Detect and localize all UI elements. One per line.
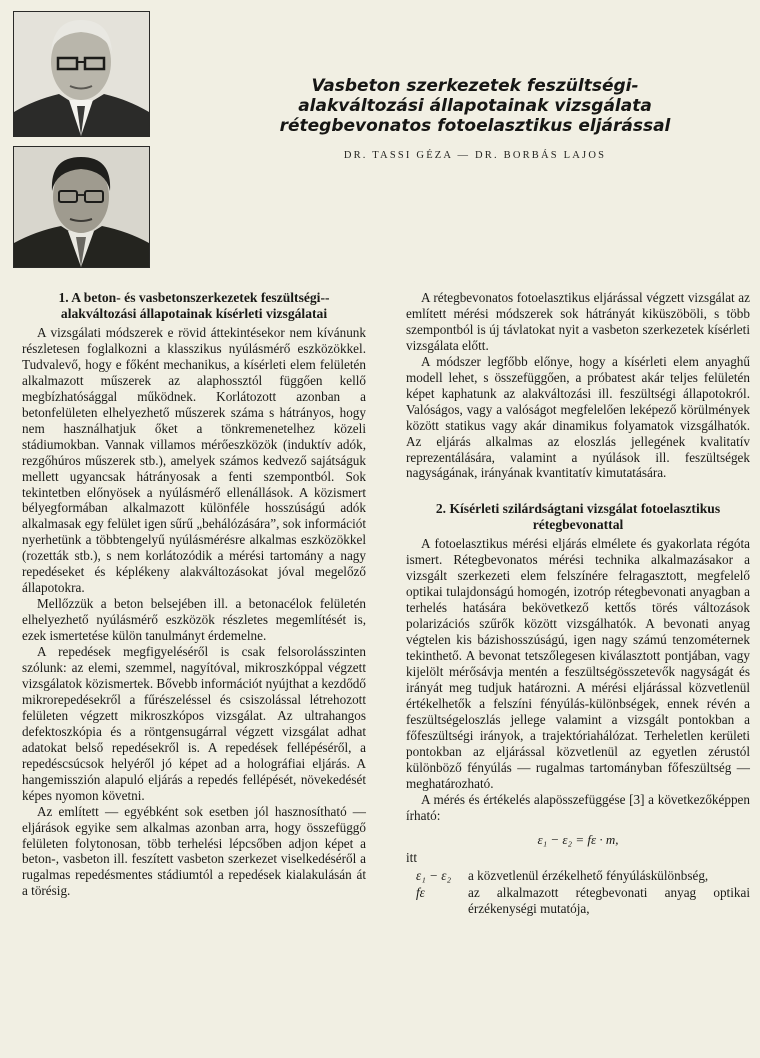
formula-where-label: itt — [406, 849, 417, 865]
author-portrait-bottom — [13, 146, 150, 268]
portrait-photo-icon — [14, 12, 149, 136]
definition-text: az alkalmazott rétegbevonati anyag optikai érzékenységi mutatója, — [468, 885, 750, 917]
definition-row — [406, 885, 750, 917]
paragraph: A rétegbevonatos fotoelasztikus eljárással végzett vizsgálat az említett mérési módszerek sok hátrányát kiküszöböli, s több szempontból is új távlatokat nyit a vasbeton szerkezetek kísérleti vizsgálata előtt. — [406, 290, 750, 353]
definition-symbol: ε₁ − ε₂ — [416, 867, 452, 883]
paragraph: Az említett — egyébként sok esetben jól hasznosítható — eljárások egyike sem alkalmas azonban arra, hogy összefüggő felületen folytonosan, több terhelési lépcsőben adjon képet a beton-, vasbeton ill. feszített vasbeton szerkezet viselkedéséről a rugalmas repedésmentes stádiumtól a repedések kialakulásán át a törésig. — [22, 803, 366, 899]
paragraph: A módszer legfőbb előnye, hogy a kísérleti elem anyaghű modell lehet, s összefüggően, a próbatest akár teljes felületén képet kaphatunk az alakváltozási ill. feszültségi állapotokról. Valóságos, vagy a valóságot megfelelően leképező körülmények között statikus vagy akár dinamikus folyamatok vizsgálhatók. Az eljárás alkalmas az eloszlás jellegének kvalitatív reprezentálására, valamint a nyúlások ill. feszültségek nagyságának, irányának kvantitatív kimutatására. — [406, 353, 750, 481]
definition-text: a közvetlenül érzékelhető fényúláskülönbség, — [468, 867, 709, 883]
author-portrait-top — [13, 11, 150, 137]
paragraph: A repedések megfigyeléséről is csak felsorolásszinten szólunk: az elemi, szemmel, nagyítóval, mikroszkóppal végzett vizsgálatok közismertek. Bővebb információt nyújthat a kezdődő mikrorepedésekről a fűrészeléssel és csiszolással létrehozott felületen végzett mikroszkópos vizsgálat. Az ultrahangos defektoszkópia és a röntgensugárral végzett vizsgálat adhat adatokat belső repedésekről is. A repedések fellépéséről, a repedéscsúcsok helyéről jó képet ad a holográfiai eljárás. A hangemisszión alapuló eljárás a repedés fellépését, növekedését képes nyomon követni. — [22, 644, 366, 803]
article-title: Vasbeton szerkezetek feszültségi-alakváltozási állapotainak vizsgálata rétegbevonatos fotoelasztikus eljárással — [279, 76, 671, 136]
definition-row — [406, 868, 750, 884]
right-column — [406, 290, 750, 919]
left-column — [22, 290, 366, 899]
paragraph: A fotoelasztikus mérési eljárás elmélete és gyakorlata régóta ismert. Rétegbevonatos mérési technika alkalmazásakor a vizsgált szerkezeti elem felszínére felragasztott, megfelelő optikai tulajdonságú homogén, izotróp rétegbevonati anyagban a terhelés hatására bekövetkező kettős törés változások polarizációs szűrők között vizsgálhatók. A bevonati anyag végtelen kis bázishosszúságú, igen nagy számú tenzométernek tekinthető. A bevonat tetszőlegesen kiválasztott pontjában, vagy kijelölt mérősávja mentén a feszültségösszetevők nagyságát és irányát meg tudjuk határozni. A mérési eljárással közvetlenül értékelhetők a felszíni fényúlás-különbségek, ennek révén a feszültségeloszlás jellege valamint a vizsgált pontokban a főfeszültségi irányok, a trajektóriahálózat. Terheletlen kerületi pontokban az eljárással közvetlenül az egyetlen zérustól különböző fényúlás — rugalmas tartományban főfeszültség — meghatározható. — [406, 536, 750, 791]
article-authors: DR. TASSI GÉZA — DR. BORBÁS LAJOS — [343, 150, 607, 161]
paragraph: A mérés és értékelés alapösszefüggése [3] a következőképpen írható: — [406, 791, 750, 823]
main-formula: ε₁ − ε₂ = fε · m, — [537, 831, 619, 847]
definition-symbol: fε — [416, 885, 425, 901]
paragraph: Mellőzzük a beton belsejében ill. a betonacélok felületén elhelyezhető nyúlásmérő eszközök részletes megemlítését is, ezek ismertetése külön tanulmányt érdemelne. — [22, 596, 366, 644]
section-1-heading: 1. A beton- és vasbetonszerkezetek feszültségi--alakváltozási állapotainak kísérleti vizsgálatai — [58, 290, 330, 321]
paragraph: A vizsgálati módszerek e rövid áttekintésekor nem kívánunk részletesen foglalkozni a klasszikus nyúlásmérő eszközökkel. Tudvalevő, hogy e főként mechanikus, a kísérleti elem felületén alkalmazott műszerek az alaphossztól függően kellő megbízhatósággal működnek. Korlátozott azonban a betonfelületen elhelyezhető műszerek száma s hátrányos, hogy nem használhatjuk őket a tönkremenetelhez közeli stádiumokban. Vannak villamos mérőeszközök (induktív adók, rezgőhúros műszerek stb.), amelyek számos kedvező sajátságuk mellett ugyancsak hátrányosak a fenti szempontból. Sok tekintetben előnyösek a nyúlásmérő ellenállások. A közismert bélyegformában alkalmazott különféle hosszúságú adók alkalmasak egy felület igen sűrű „behálózására”, sok információt nyerhetünk a többtengelyű nyúlásmérésre alkalmas eszközökkel (rozetták stb.), s nem korlátozódik a mérési tartomány a nagy repedéseket és képlékeny alakváltozásokat jóval megelőző állapotokra. — [22, 325, 366, 596]
section-2-heading: 2. Kísérleti szilárdságtani vizsgálat fotoelasztikus rétegbevonattal — [435, 501, 721, 532]
portrait-photo-icon — [14, 147, 149, 267]
